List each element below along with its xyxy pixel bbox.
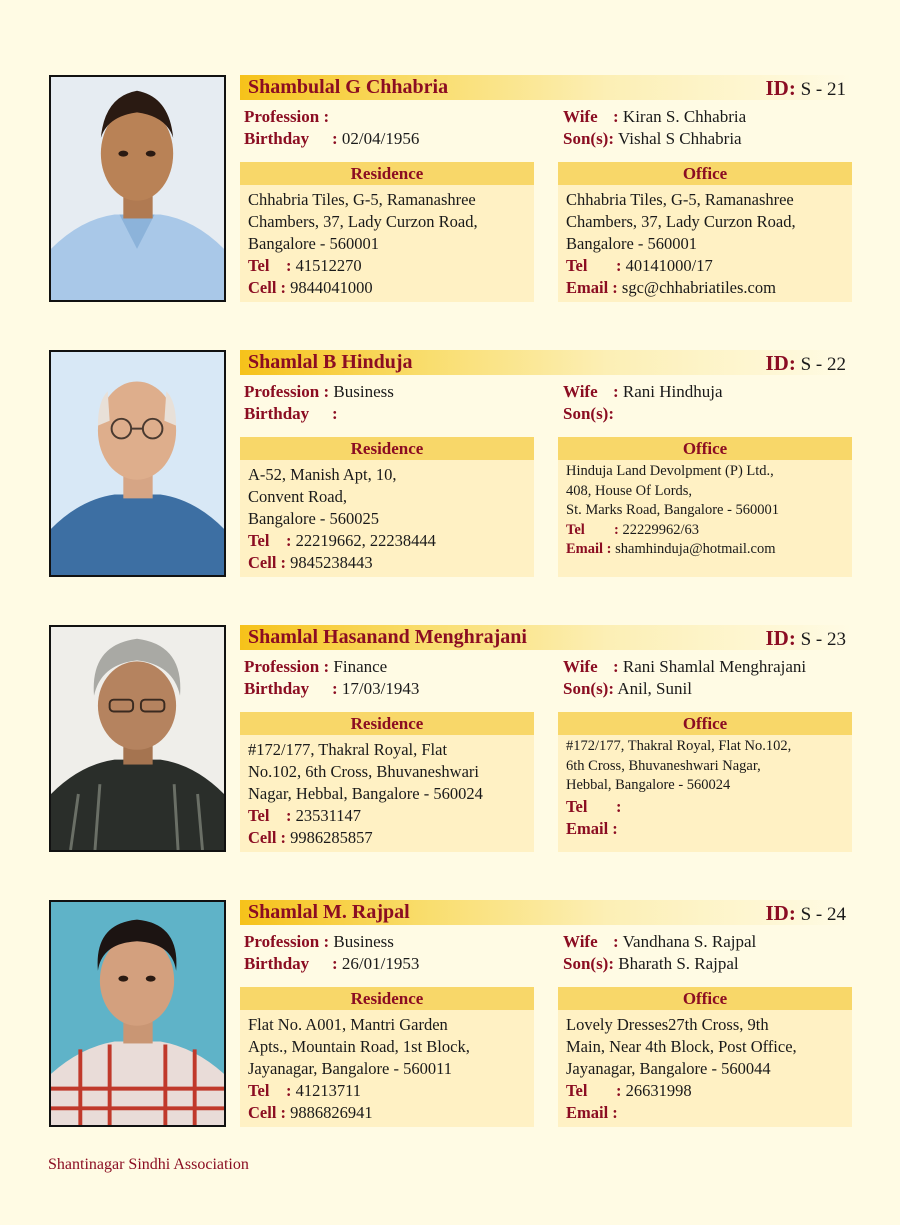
tel-value: 41512270 [295, 256, 362, 275]
id-value: S - 22 [800, 354, 846, 375]
tel-label: Tel [248, 806, 270, 825]
email-value: sgc@chhabriatiles.com [621, 278, 776, 297]
name-bar [240, 75, 852, 100]
tel-line [566, 1080, 844, 1102]
sons-label: Son(s): [563, 954, 615, 973]
portrait-icon [51, 352, 224, 575]
tel-colon: : [286, 1081, 292, 1100]
birthday-row [244, 679, 419, 699]
tel-label: Tel [566, 521, 585, 538]
address-line: Hinduja Land Devolpment (P) Ltd., [566, 463, 774, 479]
address-line: Bangalore - 560001 [248, 234, 380, 253]
wife-row [563, 657, 806, 677]
birthday-label: Birthday [244, 404, 310, 423]
cell-value: 9845238443 [290, 553, 373, 572]
tel-label: Tel [248, 531, 270, 550]
address-line: A-52, Manish Apt, 10, [248, 465, 397, 484]
wife-label: Wife [563, 932, 598, 951]
address-line: Chambers, 37, Lady Curzon Road, [566, 212, 796, 231]
tel-line [566, 255, 844, 277]
birthday-colon: : [332, 404, 338, 423]
member-card [0, 900, 900, 1128]
tel-line [248, 805, 526, 827]
office-heading: Office [558, 712, 852, 735]
name-bar [240, 350, 852, 375]
address-line: Chhabria Tiles, G-5, Ramanashree [248, 190, 476, 209]
id-label: ID: [765, 351, 796, 375]
name-bar [240, 900, 852, 925]
profession-label: Profession : [244, 382, 330, 401]
address-line: Bangalore - 560025 [248, 509, 380, 528]
sons-label: Son(s): [563, 129, 615, 148]
profession-label: Profession : [244, 932, 330, 951]
tel-colon: : [286, 531, 292, 550]
office-heading: Office [558, 437, 852, 460]
residence-heading: Residence [240, 437, 534, 460]
id-value: S - 24 [800, 904, 846, 925]
residence-heading: Residence [240, 162, 534, 185]
birthday-label: Birthday [244, 129, 310, 148]
email-line [566, 818, 844, 840]
sons-value: Vishal S Chhabria [617, 129, 742, 148]
tel-colon: : [616, 256, 622, 275]
portrait-icon [51, 77, 224, 300]
office-body [558, 735, 852, 840]
birthday-colon: : [332, 129, 338, 148]
member-name: Shamlal Hasanand Menghrajani [248, 626, 527, 648]
profession-value: Business [333, 382, 394, 401]
address-line: #172/177, Thakral Royal, Flat No.102, [566, 738, 792, 754]
tel-label: Tel [248, 1081, 270, 1100]
cell-value: 9886826941 [290, 1103, 373, 1122]
office-body [558, 1010, 852, 1124]
residence-heading: Residence [240, 712, 534, 735]
portrait-icon [51, 902, 224, 1125]
office-box [558, 162, 852, 302]
wife-label: Wife [563, 382, 598, 401]
residence-box [240, 712, 534, 852]
sons-row [563, 679, 692, 699]
sons-label: Son(s): [563, 679, 615, 698]
tel-value: 22219662, 22238444 [295, 531, 436, 550]
tel-value: 26631998 [625, 1081, 692, 1100]
wife-value: Kiran S. Chhabria [622, 107, 747, 126]
wife-label: Wife [563, 107, 598, 126]
sons-row [563, 129, 742, 149]
tel-label: Tel [566, 256, 588, 275]
cell-line [248, 1102, 526, 1124]
portrait-icon [51, 627, 224, 850]
tel-line [566, 796, 844, 818]
cell-line [248, 552, 526, 574]
profession-row [244, 382, 394, 402]
member-photo [49, 350, 226, 577]
member-name: Shamlal M. Rajpal [248, 901, 410, 923]
sons-value: Anil, Sunil [617, 679, 692, 698]
birthday-colon: : [332, 679, 338, 698]
tel-label: Tel [248, 256, 270, 275]
email-label: Email : [566, 278, 618, 297]
tel-value: 40141000/17 [625, 256, 713, 275]
birthday-row [244, 129, 419, 149]
sons-value: Bharath S. Rajpal [618, 954, 739, 973]
address-line: Convent Road, [248, 487, 347, 506]
member-name: Shamlal B Hinduja [248, 351, 413, 373]
wife-colon: : [613, 107, 619, 126]
birthday-colon: : [332, 954, 338, 973]
member-card [0, 75, 900, 303]
address-line: Chhabria Tiles, G-5, Ramanashree [566, 190, 794, 209]
address-line: 408, House Of Lords, [566, 482, 693, 499]
address-line: Main, Near 4th Block, Post Office, [566, 1037, 797, 1056]
wife-value: Rani Shamlal Menghrajani [622, 657, 807, 676]
footer-association-name: Shantinagar Sindhi Association [48, 1156, 249, 1173]
id-label: ID: [765, 76, 796, 100]
email-label: Email : [566, 1103, 618, 1122]
tel-colon: : [614, 521, 619, 538]
office-box [558, 712, 852, 852]
id-label: ID: [765, 901, 796, 925]
birthday-row [244, 404, 338, 424]
email-value: shamhinduja@hotmail.com [615, 541, 776, 557]
tel-value: 22229962/63 [622, 521, 699, 538]
profession-label: Profession : [244, 107, 330, 126]
email-line [566, 1102, 844, 1124]
office-body [558, 185, 852, 299]
sons-row [563, 954, 739, 974]
wife-row [563, 382, 723, 402]
tel-colon: : [286, 806, 292, 825]
tel-colon: : [616, 1081, 622, 1100]
birthday-label: Birthday [244, 954, 310, 973]
email-line [566, 540, 844, 560]
member-photo [49, 75, 226, 302]
member-id [766, 351, 847, 376]
birthday-value: 17/03/1943 [341, 679, 420, 698]
tel-line [566, 521, 844, 541]
member-name: Shambulal G Chhabria [248, 76, 449, 98]
tel-line [248, 1080, 526, 1102]
address-line: No.102, 6th Cross, Bhuvaneshwari [248, 762, 479, 781]
residence-body [240, 735, 534, 849]
id-value: S - 23 [800, 629, 846, 650]
profession-value: Business [333, 932, 394, 951]
tel-value: 41213711 [295, 1081, 362, 1100]
tel-line [248, 530, 526, 552]
birthday-value: 02/04/1956 [341, 129, 420, 148]
office-box [558, 437, 852, 577]
office-heading: Office [558, 987, 852, 1010]
address-line: #172/177, Thakral Royal, Flat [248, 740, 448, 759]
address-line: Flat No. A001, Mantri Garden [248, 1015, 448, 1034]
email-label: Email : [566, 818, 618, 838]
residence-box [240, 437, 534, 577]
profession-label: Profession : [244, 657, 330, 676]
member-id [766, 901, 847, 926]
cell-label: Cell : [248, 278, 287, 297]
sons-row [563, 404, 614, 424]
cell-label: Cell : [248, 1103, 287, 1122]
office-body [558, 460, 852, 560]
office-heading: Office [558, 162, 852, 185]
birthday-value: 26/01/1953 [341, 954, 420, 973]
address-line: Hebbal, Bangalore - 560024 [566, 777, 731, 793]
profession-row [244, 932, 394, 952]
cell-line [248, 277, 526, 299]
address-line: Bangalore - 560001 [566, 234, 698, 253]
residence-heading: Residence [240, 987, 534, 1010]
id-value: S - 21 [800, 79, 846, 100]
residence-body [240, 460, 534, 574]
cell-label: Cell : [248, 553, 287, 572]
cell-value: 9986285857 [290, 828, 373, 847]
office-box [558, 987, 852, 1127]
profession-value: Finance [333, 657, 388, 676]
member-photo [49, 900, 226, 1127]
wife-colon: : [613, 382, 619, 401]
email-label: Email : [566, 541, 612, 557]
sons-label: Son(s): [563, 404, 615, 423]
residence-box [240, 162, 534, 302]
tel-label: Tel [566, 1081, 588, 1100]
profession-row [244, 107, 329, 127]
wife-value: Rani Hindhuja [622, 382, 723, 401]
address-line: Jayanagar, Bangalore - 560044 [566, 1059, 771, 1078]
wife-row [563, 107, 746, 127]
member-id [766, 626, 847, 651]
wife-value: Vandhana S. Rajpal [622, 932, 757, 951]
cell-value: 9844041000 [290, 278, 373, 297]
address-line: Nagar, Hebbal, Bangalore - 560024 [248, 784, 483, 803]
member-card [0, 350, 900, 578]
birthday-label: Birthday [244, 679, 310, 698]
tel-label: Tel [566, 796, 588, 816]
profession-row [244, 657, 387, 677]
wife-label: Wife [563, 657, 598, 676]
member-photo [49, 625, 226, 852]
address-line: Lovely Dresses27th Cross, 9th [566, 1015, 769, 1034]
tel-value: 23531147 [295, 806, 362, 825]
name-bar [240, 625, 852, 650]
email-line [566, 277, 844, 299]
tel-colon: : [286, 256, 292, 275]
member-id [766, 76, 847, 101]
address-line: Apts., Mountain Road, 1st Block, [248, 1037, 470, 1056]
address-line: Chambers, 37, Lady Curzon Road, [248, 212, 478, 231]
wife-colon: : [613, 932, 619, 951]
wife-colon: : [613, 657, 619, 676]
id-label: ID: [765, 626, 796, 650]
cell-label: Cell : [248, 828, 287, 847]
address-line: Jayanagar, Bangalore - 560011 [248, 1059, 452, 1078]
tel-colon: : [616, 796, 622, 816]
address-line: 6th Cross, Bhuvaneshwari Nagar, [566, 757, 761, 774]
member-card [0, 625, 900, 853]
birthday-row [244, 954, 419, 974]
wife-row [563, 932, 756, 952]
residence-box [240, 987, 534, 1127]
residence-body [240, 1010, 534, 1124]
cell-line [248, 827, 526, 849]
address-line: St. Marks Road, Bangalore - 560001 [566, 502, 780, 518]
residence-body [240, 185, 534, 299]
tel-line [248, 255, 526, 277]
